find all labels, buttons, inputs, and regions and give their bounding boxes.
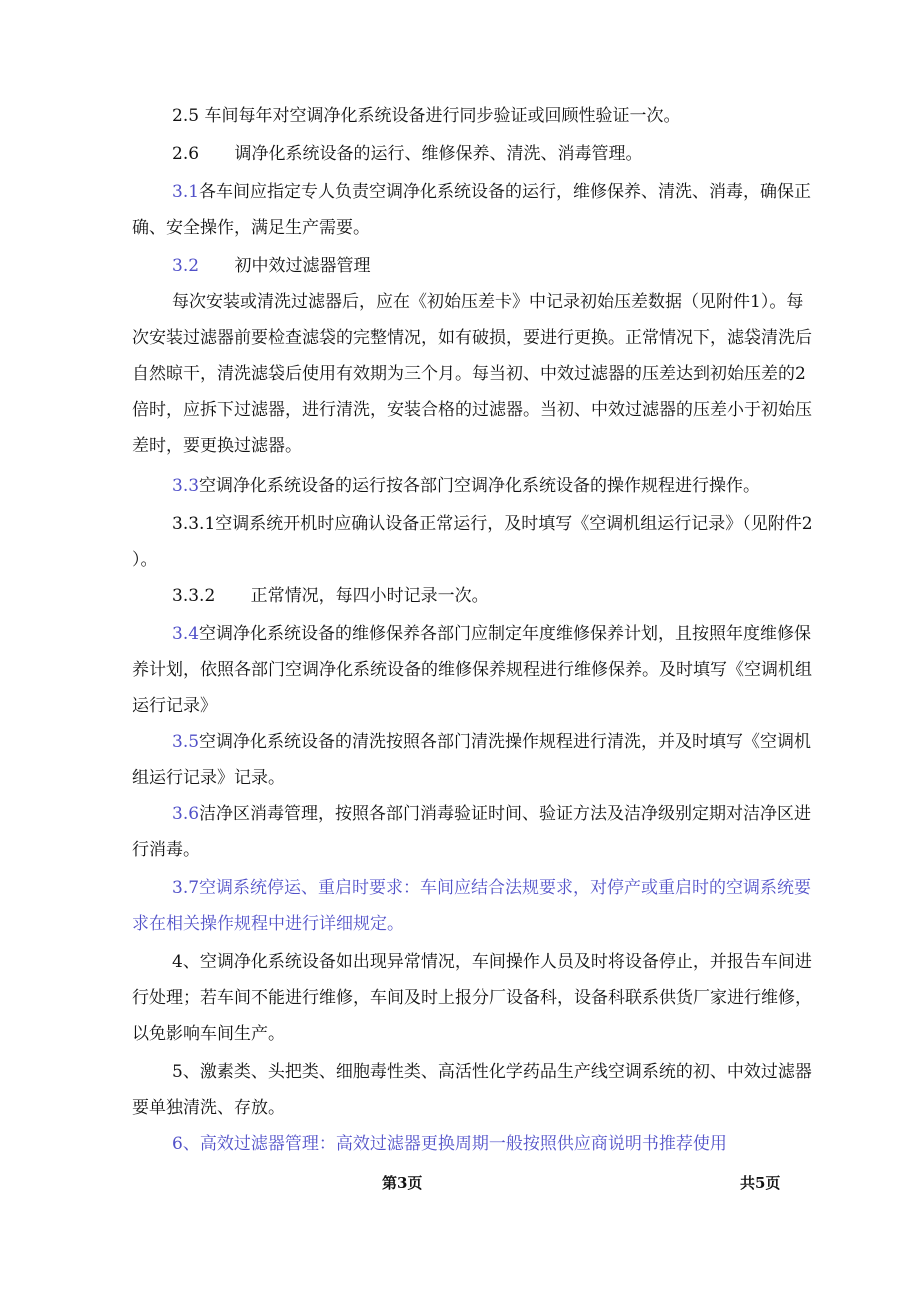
section-text: 初中效过滤器管理 — [234, 256, 371, 276]
section-text: 空调净化系统设备的运行按各部门空调净化系统设备的操作规程进行操作。 — [199, 476, 761, 496]
section-text: 车间每年对空调净化系统设备进行同步验证或回顾性验证一次。 — [204, 106, 681, 126]
section-3-1 — [132, 174, 874, 246]
section-3-4: 3.4空调净化系统设备的维修保养各部门应制定年度维修保养计划，且按照年度维修保 养计划，依照各部门空调净化系统设备的维修保养规程进行维修保养。及时填写《空调机组 运行记录》 — [132, 624, 812, 716]
section-5: 5、激素类、头把类、细胞毒性类、高活性化学药品生产线空调系统的初、中效过滤器 要单独清洗、存放。 — [132, 1062, 812, 1118]
section-text: 调净化系统设备的运行、维修保养、清洗、消毒管理。 — [234, 144, 643, 164]
section-text-cont: 确、安全操作，满足生产需要。 — [132, 218, 370, 238]
section-3-3-1: 3.3.1空调系统开机时应确认设备正常运行，及时填写《空调机组运行记录》（见附件2 ）。 — [132, 514, 813, 570]
section-number: 3.3.2 — [172, 586, 216, 606]
section-number: 3.3 — [172, 476, 200, 496]
line-2-5 — [172, 98, 874, 134]
section-text: 正常情况，每四小时记录一次。 — [250, 586, 489, 606]
section-3-6: 3.6洁净区消毒管理，按照各部门消毒验证时间、验证方法及洁净级别定期对洁净区进 行消毒。 — [132, 804, 812, 860]
section-4: 4、空调净化系统设备如出现异常情况，车间操作人员及时将设备停止，并报告车间进 行处理；若车间不能进行维修，车间及时上报分厂设备科，设备科联系供货厂家进行维修， 以免影响车间生产。 — [132, 952, 812, 1044]
section-6: 6、高效过滤器管理：高效过滤器更换周期一般按照供应商说明书推荐使用 — [172, 1134, 727, 1154]
section-number: 2.6 — [172, 144, 200, 164]
section-number: 3.5 — [172, 732, 200, 752]
section-3-7: 3.7空调系统停运、重启时要求：车间应结合法规要求，对停产或重启时的空调系统要 求在相关操作规程中进行详细规定。 — [132, 878, 812, 934]
section-number: 3.2 — [172, 256, 200, 276]
section-number: 3.6 — [172, 804, 200, 824]
section-3-5: 3.5空调净化系统设备的清洗按照各部门清洗操作规程进行清洗，并及时填写《空调机 组运行记录》记录。 — [132, 732, 812, 788]
line-2-6 — [172, 136, 874, 172]
section-number: 3.7 — [172, 878, 200, 898]
section-3-3-2 — [172, 578, 874, 614]
section-text: 各车间应指定专人负责空调净化系统设备的运行，维修保养、清洗、消毒，确保正 — [199, 182, 812, 202]
section-number: 2.5 — [172, 106, 200, 126]
page-number: 第3页 — [382, 1174, 423, 1192]
section-3-2 — [172, 248, 874, 284]
section-number: 3.4 — [172, 624, 200, 644]
filter-paragraph: 每次安装或清洗过滤器后，应在《初始压差卡》中记录初始压差数据（见附件1）。每 次安装过滤器前要检查滤袋的完整情况，如有破损，要进行更换。正常情况下，滤袋清洗后 自然晾干，清洗滤袋后使用有效期为三个月。每当初、中效过滤器的压差达到初始压差的2 倍时，应拆下过滤器，进行清洗，安装合格的过滤器。当初、中效过滤器的压差小于初始压 差时，要更换过滤器。 — [132, 292, 812, 456]
page-total: 共5页 — [740, 1174, 781, 1192]
section-number: 3.1 — [172, 182, 200, 202]
section-3-3 — [172, 468, 874, 504]
